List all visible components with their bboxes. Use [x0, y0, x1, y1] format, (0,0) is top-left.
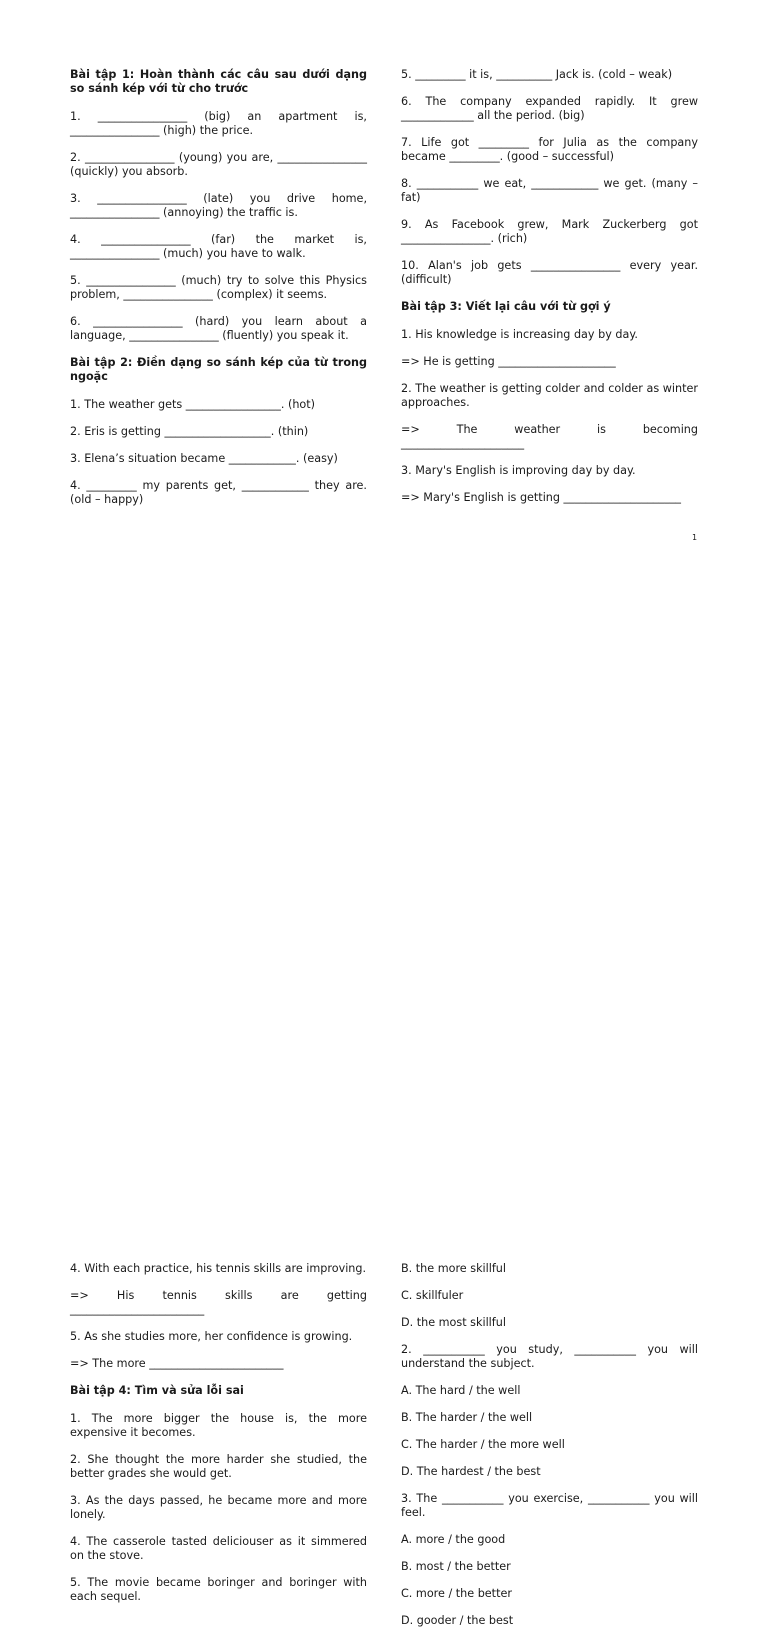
exercise-line: => He is getting _____________________ — [401, 355, 616, 368]
section-heading: Bài tập 4: Tìm và sửa lỗi sai — [70, 1384, 244, 1397]
page2-right-column — [401, 1262, 702, 1641]
section-heading: Bài tập 1: Hoàn thành các câu sau dưới dạng so sánh kép với từ cho trước — [70, 68, 371, 95]
exercise-line: => The more ________________________ — [70, 1357, 284, 1370]
exercise-line: 1. ________________ (big) an apartment is, ________________ (high) the price. — [70, 110, 371, 137]
exercise-line: 4. With each practice, his tennis skills are improving. — [70, 1262, 367, 1275]
section-heading: Bài tập 2: Điền dạng so sánh kép của từ trong ngoặc — [70, 356, 371, 383]
exercise-line: 2. The weather is getting colder and colder as winter approaches. — [401, 382, 702, 409]
exercise-line: 8. ___________ we eat, ____________ we get. (many – fat) — [401, 177, 702, 204]
exercise-line: B. the more skillful — [401, 1262, 507, 1275]
exercise-line: D. The hardest / the best — [401, 1465, 541, 1478]
page1-right-column — [401, 68, 702, 518]
exercise-line: B. most / the better — [401, 1560, 511, 1573]
exercise-line: 10. Alan's job gets ________________ every year. (difficult) — [401, 259, 702, 286]
exercise-line: 1. The more bigger the house is, the more expensive it becomes. — [70, 1412, 371, 1439]
page1-left-column — [70, 68, 371, 520]
section-heading: Bài tập 3: Viết lại câu với từ gợi ý — [401, 300, 611, 313]
exercise-line: D. gooder / the best — [401, 1614, 514, 1627]
page2-left-column — [70, 1262, 371, 1617]
exercise-line: 5. The movie became boringer and boringer with each sequel. — [70, 1576, 371, 1603]
exercise-line: => His tennis skills are getting ________________________ — [70, 1289, 371, 1316]
exercise-line: 4. The casserole tasted deliciouser as it simmered on the stove. — [70, 1535, 371, 1562]
exercise-line: 3. As the days passed, he became more and more lonely. — [70, 1494, 371, 1521]
exercise-line: 3. Mary's English is improving day by day. — [401, 464, 636, 477]
exercise-line: D. the most skillful — [401, 1316, 506, 1329]
document-page-1 — [0, 0, 768, 600]
exercise-line: 6. The company expanded rapidly. It grew _____________ all the period. (big) — [401, 95, 702, 122]
exercise-line: 2. She thought the more harder she studied, the better grades she would get. — [70, 1453, 371, 1480]
exercise-line: => Mary's English is getting _____________________ — [401, 491, 682, 504]
exercise-line: 6. ________________ (hard) you learn about a language, ________________ (fluently) you speak it. — [70, 315, 371, 342]
exercise-line: 1. His knowledge is increasing day by day. — [401, 328, 638, 341]
exercise-line: 7. Life got _________ for Julia as the company became _________. (good – successful) — [401, 136, 702, 163]
document-page-2 — [0, 600, 768, 1627]
exercise-line: 2. Eris is getting ___________________. (thin) — [70, 425, 309, 438]
exercise-line: 9. As Facebook grew, Mark Zuckerberg got ________________. (rich) — [401, 218, 702, 245]
exercise-line: 5. ________________ (much) try to solve this Physics problem, ________________ (complex) it seems. — [70, 274, 371, 301]
page-number: 1 — [692, 533, 698, 542]
exercise-line: 4. ________________ (far) the market is, ________________ (much) you have to walk. — [70, 233, 371, 260]
exercise-line: C. skillfuler — [401, 1289, 464, 1302]
exercise-line: 5. _________ it is, __________ Jack is. (cold – weak) — [401, 68, 673, 81]
exercise-line: C. The harder / the more well — [401, 1438, 565, 1451]
exercise-line: 5. As she studies more, her confidence is growing. — [70, 1330, 353, 1343]
exercise-line: 2. ___________ you study, ___________ you will understand the subject. — [401, 1343, 702, 1370]
exercise-line: B. The harder / the well — [401, 1411, 533, 1424]
exercise-line: 3. Elena’s situation became ____________. (easy) — [70, 452, 338, 465]
exercise-line: 2. ________________ (young) you are, ________________ (quickly) you absorb. — [70, 151, 371, 178]
exercise-line: C. more / the better — [401, 1587, 512, 1600]
exercise-line: 4. _________ my parents get, ____________ they are. (old – happy) — [70, 479, 371, 506]
exercise-line: 3. The ___________ you exercise, ___________ you will feel. — [401, 1492, 702, 1519]
exercise-line: A. The hard / the well — [401, 1384, 521, 1397]
exercise-line: A. more / the good — [401, 1533, 506, 1546]
exercise-line: 3. ________________ (late) you drive home, ________________ (annoying) the traffic is. — [70, 192, 371, 219]
exercise-line: => The weather is becoming ______________________ — [401, 423, 702, 450]
exercise-line: 1. The weather gets _________________. (hot) — [70, 398, 316, 411]
